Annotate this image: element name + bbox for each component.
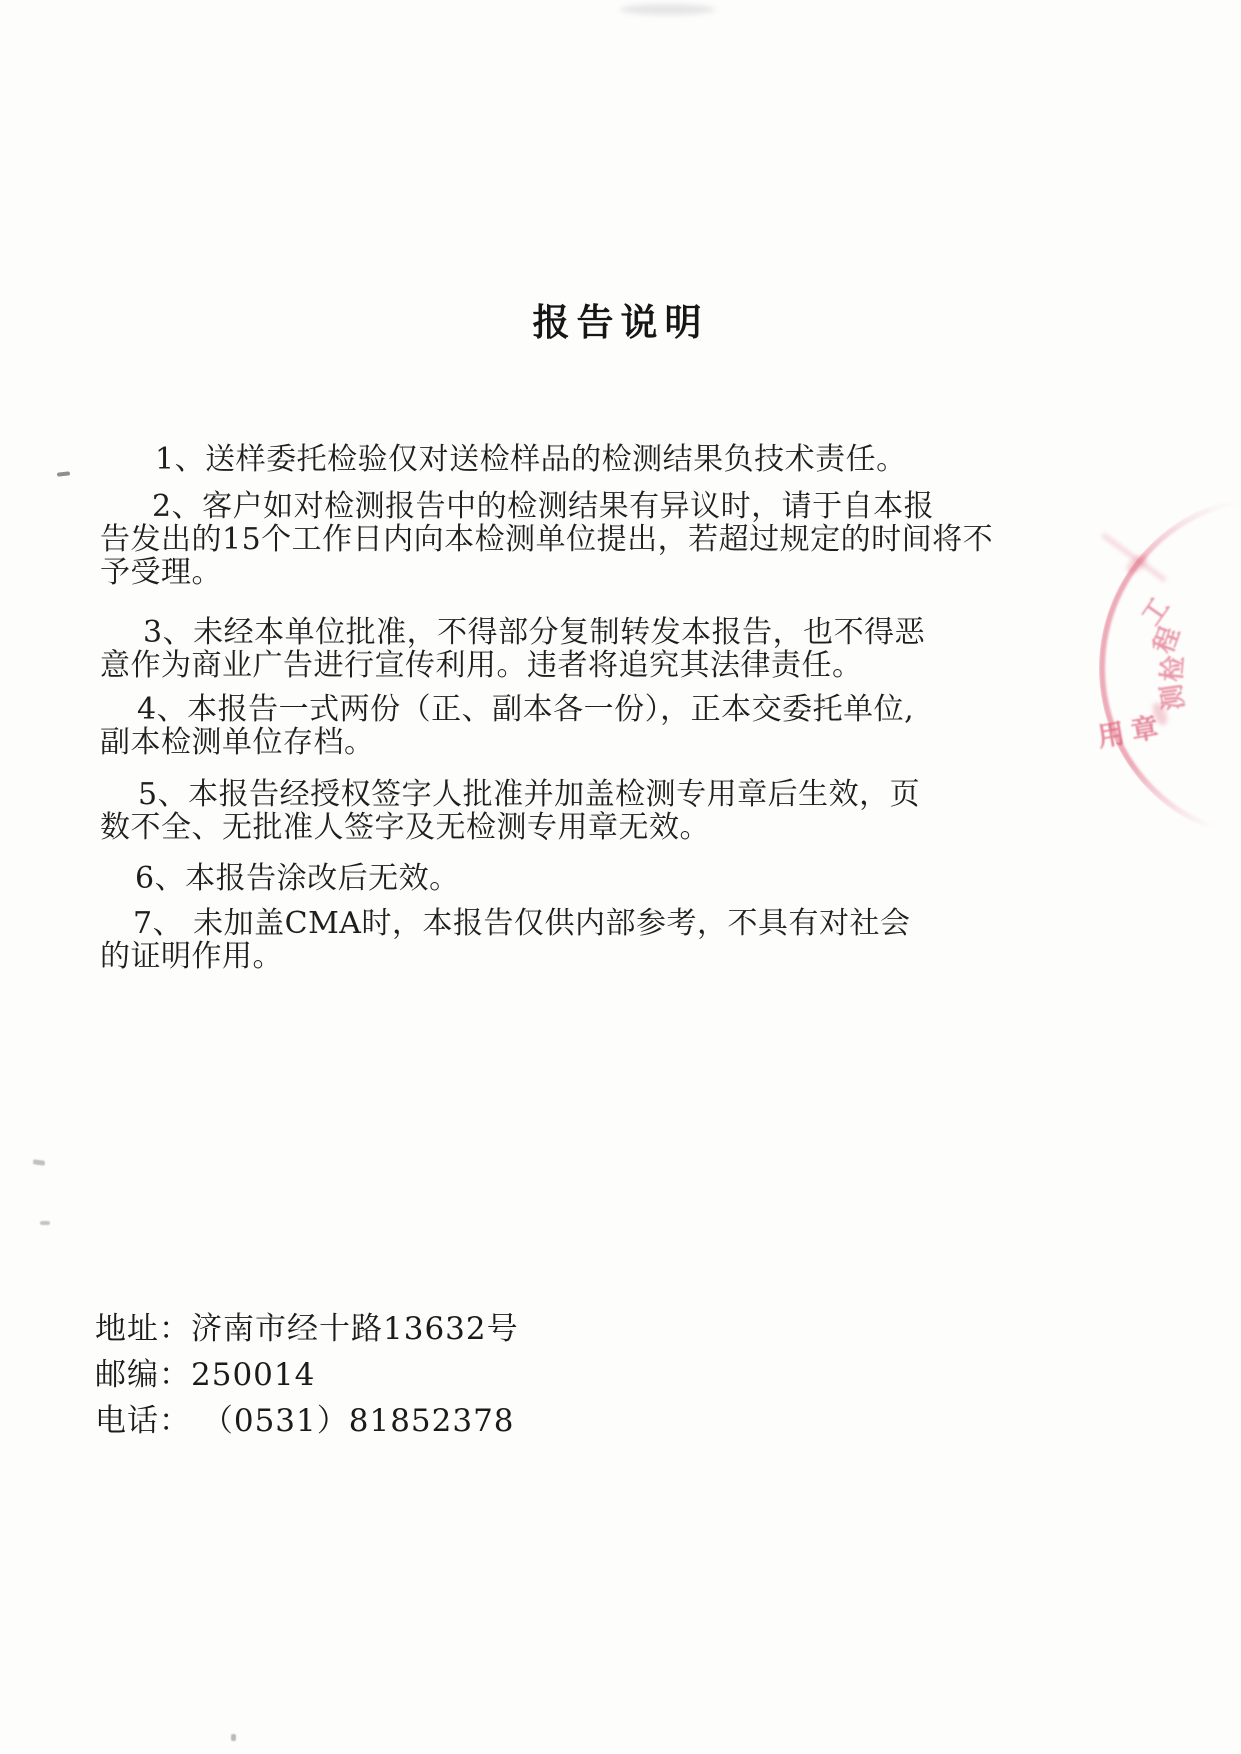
note-line: 告发出的15个工作日内向本检测单位提出，若超过规定的时间将不	[100, 522, 994, 557]
official-red-stamp	[1060, 440, 1241, 840]
note-paragraph-2	[100, 490, 1008, 589]
stamp-ring	[1099, 494, 1241, 842]
scan-speck	[57, 471, 70, 476]
stamp-ink-smudge	[1150, 701, 1170, 728]
note-paragraph-1	[100, 443, 1008, 476]
scan-speck	[231, 1734, 236, 1741]
note-line: 意作为商业广告进行宣传利用。违者将追究其法律责任。	[100, 648, 863, 683]
contact-info-block	[95, 1306, 519, 1444]
stamp-ink-stroke	[1101, 533, 1167, 583]
stamp-arc-char: 工	[1136, 592, 1176, 632]
scan-speck	[33, 1159, 46, 1166]
note-line: 5、本报告经授权签字人批准并加盖检测专用章后生效，页	[138, 777, 921, 812]
scan-smudge	[620, 4, 715, 15]
page-title: 报告说明	[532, 300, 709, 344]
footer-phone: 电话： （0531）81852378	[95, 1403, 515, 1439]
note-paragraph-6	[100, 862, 1008, 895]
stamp-arc-char: 测	[1156, 682, 1191, 713]
note-line: 数不全、无批准人签字及无检测专用章无效。	[100, 810, 710, 845]
report-notes	[100, 430, 1008, 973]
note-line: 副本检测单位存档。	[100, 725, 375, 760]
scan-speck	[40, 1221, 50, 1225]
note-line: 6、本报告涂改后无效。	[135, 861, 460, 896]
note-line: 2、客户如对检测报告中的检测结果有异议时，请于自本报	[152, 489, 935, 524]
footer-postcode: 邮编：250014	[95, 1357, 316, 1393]
note-line: 4、本报告一式两份（正、副本各一份），正本交委托单位,	[137, 692, 915, 727]
note-paragraph-7	[100, 907, 1008, 973]
note-line: 3、未经本单位批准，不得部分复制转发本报告，也不得恶	[143, 615, 926, 650]
note-line: 1、送样委托检验仅对送检样品的检测结果负技术责任。	[155, 442, 907, 477]
note-line: 7、 未加盖CMA时，本报告仅供内部参考，不具有对社会	[133, 906, 911, 941]
stamp-arc-char: 程	[1148, 623, 1186, 658]
note-paragraph-5	[100, 778, 1008, 844]
stamp-arc-char: 检	[1157, 654, 1190, 683]
note-paragraph-4	[100, 693, 1008, 759]
note-line: 的证明作用。	[100, 939, 283, 974]
stamp-inner-text: 用章	[1095, 711, 1168, 754]
stamp-ink-smudge	[1124, 552, 1150, 576]
note-paragraph-3	[100, 616, 1008, 682]
note-line: 予受理。	[100, 555, 222, 590]
footer-address: 地址：济南市经十路13632号	[95, 1311, 519, 1347]
